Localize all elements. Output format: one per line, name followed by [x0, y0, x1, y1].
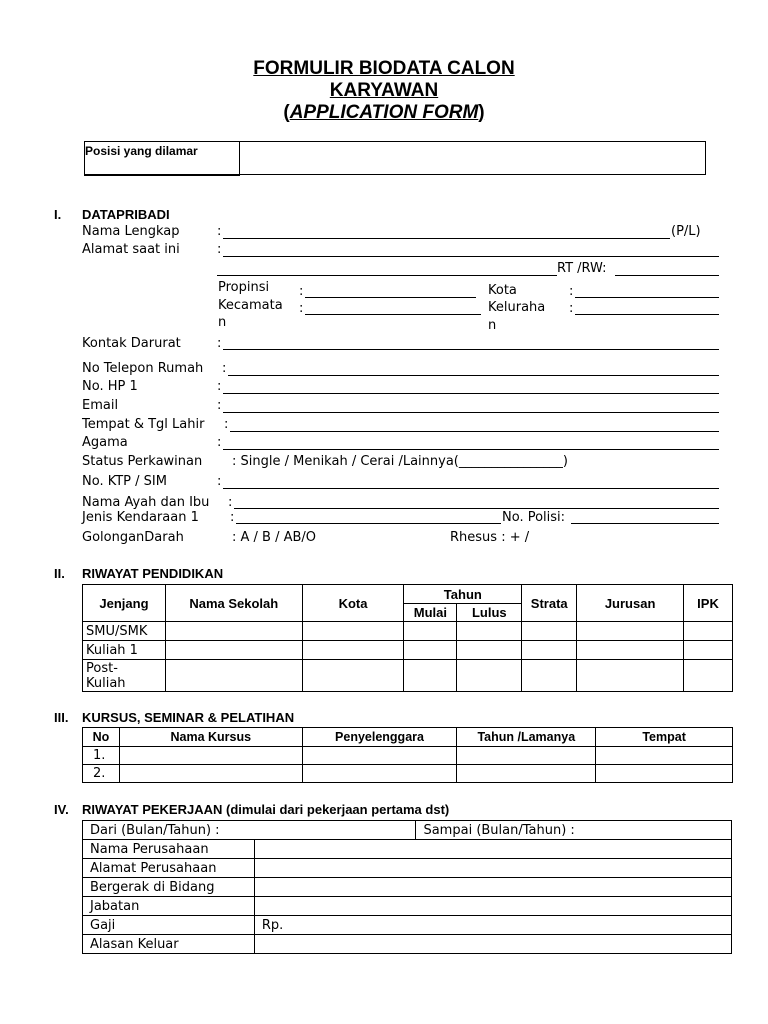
row-label: Bergerak di Bidang — [83, 878, 255, 897]
alamat-field-2[interactable] — [217, 275, 557, 276]
pl-label: (P/L) — [671, 224, 701, 239]
table-row — [83, 840, 732, 859]
table-row — [83, 660, 733, 692]
colon: : — [569, 301, 574, 316]
table-cell[interactable] — [119, 765, 302, 783]
table-cell[interactable] — [522, 622, 577, 641]
col-ipk: IPK — [684, 585, 733, 622]
col-mulai: Mulai — [404, 604, 457, 622]
section4-title: RIWAYAT PEKERJAAN (dimulai dari pekerjaan pertama dst) — [82, 802, 450, 817]
table-row — [83, 821, 732, 840]
col-lulus: Lulus — [457, 604, 522, 622]
rtrw-label: RT /RW: — [557, 261, 607, 276]
table-cell[interactable] — [165, 622, 302, 641]
colon: : — [217, 224, 222, 239]
table-cell[interactable] — [577, 660, 684, 692]
table-row — [83, 859, 732, 878]
colon: : — [217, 379, 222, 394]
dari-cell[interactable]: Dari (Bulan/Tahun) : — [83, 821, 416, 840]
table-cell[interactable] — [684, 641, 733, 660]
row-label: Alasan Keluar — [83, 935, 255, 954]
colon: : — [224, 417, 229, 432]
status-options[interactable]: : Single / Menikah / Cerai /Lainnya(________________) — [232, 454, 568, 469]
propinsi-field[interactable] — [305, 297, 476, 298]
section1-title: DATAPRIBADI — [82, 207, 170, 222]
table-cell[interactable] — [522, 660, 577, 692]
kelurahan-field[interactable] — [575, 314, 719, 315]
col-no: No — [83, 728, 120, 747]
table-row — [83, 641, 733, 660]
col-kota: Kota — [302, 585, 404, 622]
section3-title: KURSUS, SEMINAR & PELATIHAN — [82, 710, 295, 725]
form-title-line2: KARYAWAN — [329, 80, 439, 101]
ktp-field[interactable] — [223, 488, 719, 489]
label-ayahibu: Nama Ayah dan Ibu — [82, 495, 210, 510]
kelurahan-label: Keluraha — [488, 300, 546, 315]
colon: : — [217, 336, 222, 351]
sampai-cell[interactable]: Sampai (Bulan/Tahun) : — [416, 821, 732, 840]
colon: : — [230, 510, 235, 525]
table-cell[interactable] — [577, 641, 684, 660]
table-cell[interactable] — [522, 641, 577, 660]
label-kontak: Kontak Darurat — [82, 336, 181, 351]
ayahibu-field[interactable] — [234, 508, 719, 509]
kecamatan-field[interactable] — [305, 314, 481, 315]
table-cell[interactable] — [165, 641, 302, 660]
row-label: Kuliah 1 — [83, 641, 166, 660]
col-tahun: Tahun — [404, 585, 522, 604]
kendaraan-field[interactable] — [236, 523, 501, 524]
table-cell[interactable] — [684, 622, 733, 641]
telp-field[interactable] — [228, 375, 719, 376]
education-table — [82, 584, 733, 692]
table-cell[interactable] — [457, 622, 522, 641]
alamat-field-1[interactable] — [223, 256, 719, 257]
section2-title: RIWAYAT PENDIDIKAN — [82, 566, 224, 581]
kecamatan-label: Kecamata — [218, 298, 283, 313]
table-cell[interactable] — [165, 660, 302, 692]
colon: : — [299, 301, 304, 316]
section1-number: I. — [54, 207, 62, 222]
table-cell[interactable] — [254, 935, 731, 954]
label-status: Status Perkawinan — [82, 454, 203, 469]
polisi-field[interactable] — [571, 523, 719, 524]
table-row — [83, 916, 732, 935]
table-row — [83, 935, 732, 954]
table-cell[interactable] — [596, 747, 733, 765]
form-title-line1: FORMULIR BIODATA CALON — [253, 58, 515, 79]
golongan-options[interactable]: : A / B / AB/O — [232, 530, 317, 545]
email-field[interactable] — [223, 412, 719, 413]
table-row — [83, 765, 733, 783]
nama-field[interactable] — [223, 238, 670, 239]
course-table — [82, 727, 733, 783]
gaji-cell[interactable]: Rp. — [254, 916, 731, 935]
table-cell[interactable] — [457, 641, 522, 660]
kota-field[interactable] — [575, 297, 719, 298]
table-cell[interactable] — [457, 765, 596, 783]
agama-field[interactable] — [223, 449, 719, 450]
row-label: Post- Kuliah — [83, 660, 166, 692]
label-hp: No. HP 1 — [82, 379, 138, 394]
table-cell[interactable] — [457, 660, 522, 692]
table-row — [83, 897, 732, 916]
table-cell[interactable] — [596, 765, 733, 783]
table-row — [83, 878, 732, 897]
col-kursus: Nama Kursus — [119, 728, 302, 747]
table-cell[interactable] — [684, 660, 733, 692]
table-cell[interactable] — [302, 641, 404, 660]
col-jenjang: Jenjang — [83, 585, 166, 622]
section4-number: IV. — [54, 802, 69, 817]
table-cell[interactable] — [119, 747, 302, 765]
col-strata: Strata — [522, 585, 577, 622]
table-cell[interactable] — [254, 897, 731, 916]
row-number: 2. — [83, 765, 120, 783]
colon: : — [217, 474, 222, 489]
table-cell[interactable] — [302, 747, 457, 765]
work-table — [82, 820, 732, 954]
section3-number: III. — [54, 710, 69, 725]
row-label: Gaji — [83, 916, 255, 935]
kontak-field[interactable] — [223, 349, 719, 350]
table-cell[interactable] — [577, 622, 684, 641]
position-label: Posisi yang dilamar — [84, 141, 240, 176]
form-title-line3: (APPLICATION FORM) — [283, 102, 485, 123]
colon: : — [217, 242, 222, 257]
table-cell[interactable] — [254, 840, 731, 859]
col-tempat: Tempat — [596, 728, 733, 747]
label-agama: Agama — [82, 435, 128, 450]
colon: : — [569, 284, 574, 299]
hp-field[interactable] — [223, 393, 719, 394]
table-cell[interactable] — [302, 622, 404, 641]
propinsi-label: Propinsi — [218, 280, 270, 295]
table-cell[interactable] — [404, 641, 457, 660]
label-ttl: Tempat & Tgl Lahir — [82, 417, 205, 432]
label-telp: No Telepon Rumah — [82, 361, 204, 376]
label-kendaraan: Jenis Kendaraan 1 — [82, 510, 199, 525]
table-cell[interactable] — [254, 859, 731, 878]
col-sekolah: Nama Sekolah — [165, 585, 302, 622]
table-row — [83, 622, 733, 641]
table-cell[interactable] — [254, 878, 731, 897]
polisi-label: No. Polisi: — [502, 510, 566, 525]
table-cell[interactable] — [404, 622, 457, 641]
section2-number: II. — [54, 566, 65, 581]
table-cell[interactable] — [404, 660, 457, 692]
label-email: Email — [82, 398, 119, 413]
row-label: SMU/SMK — [83, 622, 166, 641]
table-cell[interactable] — [457, 747, 596, 765]
label-golongan: GolonganDarah — [82, 530, 184, 545]
row-label: Jabatan — [83, 897, 255, 916]
colon: : — [299, 284, 304, 299]
ttl-field[interactable] — [230, 431, 719, 432]
label-alamat: Alamat saat ini — [82, 242, 180, 257]
row-number: 1. — [83, 747, 120, 765]
kecamatan-label-wrap: n — [218, 315, 227, 330]
colon: : — [217, 398, 222, 413]
table-cell[interactable] — [302, 660, 404, 692]
kelurahan-label-wrap: n — [488, 318, 497, 333]
row-label: Alamat Perusahaan — [83, 859, 255, 878]
kota-label: Kota — [488, 283, 517, 298]
col-penyelenggara: Penyelenggara — [302, 728, 457, 747]
colon: : — [217, 435, 222, 450]
rhesus-options[interactable]: Rhesus : + / — [450, 530, 530, 545]
label-nama: Nama Lengkap — [82, 224, 180, 239]
table-cell[interactable] — [302, 765, 457, 783]
label-ktp: No. KTP / SIM — [82, 474, 167, 489]
row-label: Nama Perusahaan — [83, 840, 255, 859]
col-tahun-lamanya: Tahun /Lamanya — [457, 728, 596, 747]
colon: : — [228, 495, 233, 510]
colon: : — [222, 361, 227, 376]
rtrw-field[interactable] — [615, 275, 719, 276]
col-jurusan: Jurusan — [577, 585, 684, 622]
table-row — [83, 747, 733, 765]
